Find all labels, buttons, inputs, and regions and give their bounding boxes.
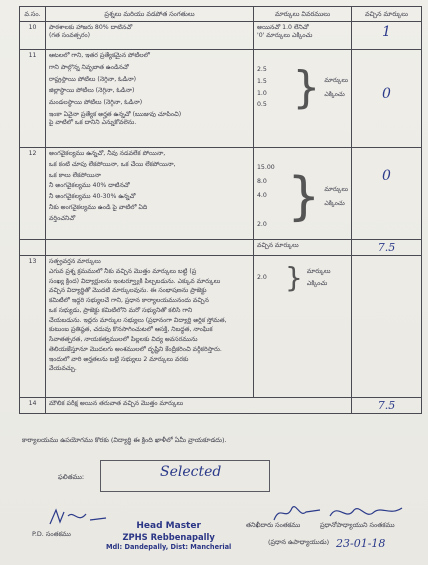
criteria-line: '0' మార్కులు ఎక్కించు	[257, 31, 313, 39]
row-number: 13	[20, 256, 46, 398]
handwritten-mark: 1	[382, 24, 391, 40]
description-line: నీ అంగవైకల్యము 40% దాటినచో	[49, 182, 130, 190]
evaluation-table	[19, 6, 422, 414]
table-row-12	[20, 148, 422, 240]
criteria-label	[324, 186, 348, 208]
description-line: కుటుంబ ప్రతిష్ఠత, చదువు కొనసాగించుటలో ఆసక్తి, నిబద్ధత, నాంఘిక	[49, 326, 213, 334]
description-line: ఒక కంటి చూపు లేకపోయినా, ఒక చేయి లేకపోయినా,	[49, 160, 176, 168]
signature-date: 23-01-18	[336, 537, 386, 550]
row-description	[46, 22, 254, 50]
description-line: అంగవైకల్యము ఉన్నచో, నీవు నడవలేక పోయినా,	[49, 150, 166, 157]
row-awarded	[352, 50, 422, 148]
marks-values	[257, 64, 288, 111]
brace-symbol: }	[292, 61, 321, 113]
criteria-label-line: మార్కులు	[324, 185, 348, 193]
criteria-label-line: మార్కులు	[324, 76, 348, 84]
row-criteria	[254, 22, 352, 50]
row-criteria	[254, 256, 352, 398]
row-number: 14	[20, 398, 46, 414]
marks-values	[257, 272, 281, 284]
row-awarded	[352, 398, 422, 414]
principal-signature-sub: (ప్రధాన ఉపాధ్యాయుడు)	[268, 538, 330, 546]
row-awarded	[352, 148, 422, 240]
handwritten-mark: 0	[382, 86, 391, 102]
header-criteria: మార్కులు వివరములు	[254, 7, 352, 22]
criteria-label-line: ఎక్కించు	[306, 280, 328, 287]
header-awarded-marks: వచ్చిన మార్కులు	[352, 7, 422, 22]
row-number: 10	[20, 22, 46, 50]
handwritten-subtotal: 7.5	[377, 241, 396, 254]
criteria-label	[307, 268, 331, 288]
header-serial-no: వ.సం.	[20, 7, 46, 22]
handwritten-mark: 0	[382, 168, 391, 184]
marks-value: 15.00	[257, 164, 275, 171]
description-line: గాని పాల్గొన్న నివృబాత ఉండినచో	[49, 63, 129, 71]
description-line: ఒక సభ్యుడు, ప్రాజెక్టు కమిటీలోని మరో సభ్యునితో కలిసి గాని	[49, 306, 193, 314]
pd-signature-label: P.D. సంతకము	[32, 530, 71, 538]
description-line: పాఠశాలకు హాజరు 80% దాటినచో	[49, 24, 133, 31]
criteria-label-line: మార్కులు	[306, 268, 331, 276]
description-line: మండలస్థాయి పోటీలు (నెగ్గినా, ఓడినా)	[49, 99, 143, 106]
description-line: నీ అంగవైకల్యము 40-30% ఉన్నచో	[49, 193, 136, 200]
row-criteria	[254, 148, 352, 240]
row-description	[46, 148, 254, 240]
description-line: సంఖ్య క్రింద) విద్యార్థులను ఇంటర్వ్యూకి పిల్చబడును. ఎక్కువ మార్కులు	[49, 277, 221, 285]
result-label: ఫలితము:	[58, 473, 85, 481]
row-number: 12	[20, 148, 46, 240]
description-line: ఎగువ ప్రశ్న క్రమములో నీకు వచ్చిన మొత్తం మార్కులు బట్టి (ప్ర	[49, 267, 197, 275]
row-criteria	[254, 50, 352, 148]
stamp-title: Head Master	[136, 521, 201, 531]
brace-symbol: }	[287, 166, 321, 227]
table-header-row	[20, 7, 422, 22]
criteria-label-line: ఎక్కించు	[324, 199, 345, 207]
description-line: వర్తించనిచో	[49, 214, 76, 222]
brace-symbol: }	[285, 261, 303, 294]
criteria-label	[324, 77, 348, 99]
description-line: వేయవచ్చు.	[49, 365, 77, 373]
subtotal-blank	[20, 240, 46, 256]
stamp-school: ZPHS Rebbenapally	[122, 532, 215, 543]
marks-value: 2.0	[257, 274, 267, 282]
header-description: ప్రశ్నలు మరియు వడపోత సంగతులు	[46, 7, 254, 22]
marks-value: 2.0	[257, 221, 267, 229]
description-line: ఒక కాలు లేకపోయినా	[49, 171, 101, 179]
description-line: (గత సంవత్సరం)	[49, 31, 91, 39]
marks-value: 4.0	[257, 191, 267, 199]
subtotal-blank	[46, 240, 254, 256]
row-awarded	[352, 256, 422, 398]
criteria-line: అయినచో 1.0 లేనిచో	[257, 24, 309, 31]
marks-value: 1.5	[257, 77, 267, 85]
table-row-14	[20, 398, 422, 414]
row-number: 11	[20, 50, 46, 148]
marks-values	[257, 162, 283, 231]
description-line: సత్ప్రవర్తన మార్కులు	[49, 258, 101, 265]
row-description	[46, 50, 254, 148]
criteria-label-line: ఎక్కించు	[324, 90, 345, 98]
row-awarded	[352, 22, 422, 50]
description-line: పై వాటిలో ఒక దానిని ఎన్నుకోవలెను.	[49, 118, 137, 126]
description-line: ఆటలలో గాని, ఇతర ప్రత్యేకమైన పోటీలలో	[49, 52, 150, 59]
description-line: ఇంకా ఏవైనా ప్రత్యేక అర్హత ఉన్నచో (ఋజువు చూపించి)	[49, 110, 182, 118]
description-line: రాష్ట్రస్థాయి పోటీలు (నెగ్గినా, ఓడినా)	[49, 75, 137, 83]
table-row-11	[20, 50, 422, 148]
subtotal-row	[20, 240, 422, 256]
description-line: ఇందులో వారి అర్హతలను బట్టి సభ్యులు 2 మార్కులు వరకు	[49, 355, 189, 363]
row-description	[46, 256, 254, 398]
row-description	[46, 398, 352, 414]
description-line: వచ్చిన విద్యార్థితో మొదటి మార్కులవును. ఈ సంభాషణను ప్రాజెక్టు	[49, 287, 207, 295]
subtotal-value	[352, 240, 422, 256]
marks-value: 0.5	[257, 101, 267, 109]
principal-signature-label: ప్రధానోపాధ్యాయుని సంతకము	[320, 521, 395, 529]
subtotal-label: వచ్చిన మార్కులు	[254, 240, 352, 256]
description-line: తెలియజేస్తూనూ మొదలగు అంశములలో దృష్టిని కేంద్రీకరించి వర్గీకరిస్తారు.	[49, 345, 222, 353]
description-line: జిల్లాస్థాయి పోటీలు (నెగ్గినా, ఓడినా)	[49, 87, 135, 95]
description-line: కమిటీలో ఇద్దరి సభ్యులచే గాని, ప్రధాన కార్యాలయమునందు వచ్చిన	[49, 297, 209, 304]
handwritten-total: 7.5	[377, 399, 396, 412]
description-line: మౌలిక పరీక్ష అయిన తరువాత వచ్చిన మొత్తం మార్కులు	[49, 400, 184, 407]
description-line: నీకు అంగవైకల్యము ఉండి పై వాటిలో ఏది	[49, 203, 148, 211]
marks-value: 2.5	[257, 66, 267, 73]
marks-value: 1.0	[257, 89, 267, 97]
table-row-10	[20, 22, 422, 50]
office-use-note: కార్యాలయము ఉపయోగము కొరకు (విద్యార్థి ఈ క్రింది ఖాళీలో ఏమీ వ్రాయకూడదు).	[22, 436, 227, 444]
head-master-stamp	[106, 521, 231, 551]
description-line: సేవాతత్పరత, నాయకత్వములలో పిల్లలకు విద్య అవసరమును	[49, 336, 198, 343]
stamp-address: Mdl: Dandepally, Dist: Mancherial	[106, 542, 232, 551]
description-line: చేయబడును. ఇద్దరు మార్కుల సభ్యులు (ప్రధానంగా విద్యార్థి అర్థిక స్తోమత,	[49, 316, 227, 324]
marks-value: 8.0	[257, 177, 267, 185]
inspector-signature-label: తనిఖీదారు సంతకము	[246, 521, 301, 529]
table-row-13	[20, 256, 422, 398]
result-value: Selected	[160, 464, 222, 480]
